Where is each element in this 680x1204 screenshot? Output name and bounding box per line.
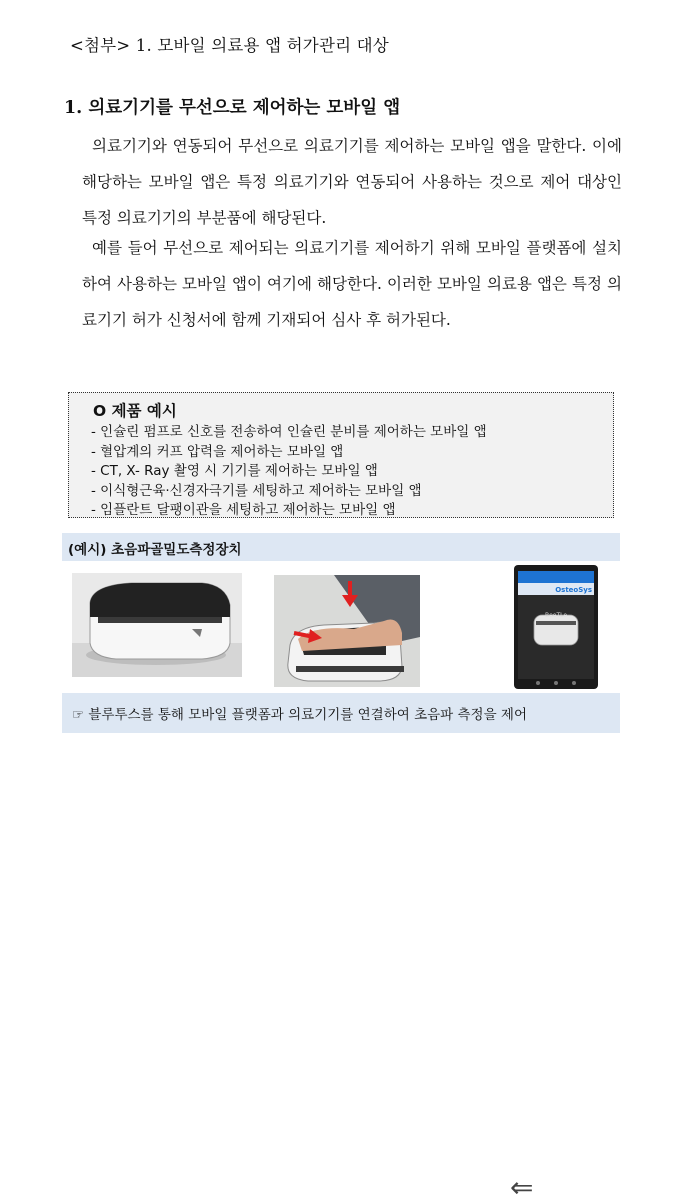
foot-measurement-image (274, 575, 420, 687)
examples-list (91, 423, 613, 521)
section-title: 1. 의료기기를 무선으로 제어하는 모바일 앱 (64, 98, 401, 118)
bone-densitometer-image (72, 573, 242, 677)
list-item: - CT, X- Ray 촬영 시 기기를 제어하는 모바일 앱 (91, 462, 613, 482)
phone-device-label: BeeTLe (544, 612, 568, 619)
left-arrow-icon: ⇐ (510, 1171, 534, 1204)
paragraph-definition: 의료기기와 연동되어 무선으로 의료기기를 제어하는 모바일 앱을 말한다. 이에 해당하는 모바일 앱은 특정 의료기기와 연동되어 사용하는 것으로 제어 대상인 특정 의료기기의 부분품에 해당된다. (82, 137, 622, 227)
examples-title: O 제품 예시 (93, 402, 177, 420)
bluetooth-note: ☞ 블루투스를 통해 모바일 플랫폼과 의료기기를 연결하여 초음파 측정을 제어 (62, 693, 620, 733)
figure-caption: (예시) 초음파골밀도측정장치 (62, 533, 620, 561)
attachment-heading: <첨부> 1. 모바일 의료용 앱 허가관리 대상 (70, 36, 389, 55)
list-item: - 임플란트 달팽이관을 세팅하고 제어하는 모바일 앱 (91, 501, 613, 521)
phone-brand-label: OsteoSys (555, 586, 592, 594)
list-item: - 혈압계의 커프 압력을 제어하는 모바일 앱 (91, 443, 613, 463)
list-item: - 인슐린 펌프로 신호를 전송하여 인슐린 분비를 제어하는 모바일 앱 (91, 423, 613, 443)
list-item: - 이식형근육·신경자극기를 세팅하고 제어하는 모바일 앱 (91, 482, 613, 502)
product-examples-box (68, 392, 614, 518)
paragraph-example: 예를 들어 무선으로 제어되는 의료기기를 제어하기 위해 모바일 플랫폼에 설치하여 사용하는 모바일 앱이 여기에 해당한다. 이러한 모바일 의료용 앱은 특정 의료기기 허가 신청서에 함께 기재되어 심사 후 허가된다. (82, 239, 622, 329)
phone-app-image (514, 565, 598, 689)
